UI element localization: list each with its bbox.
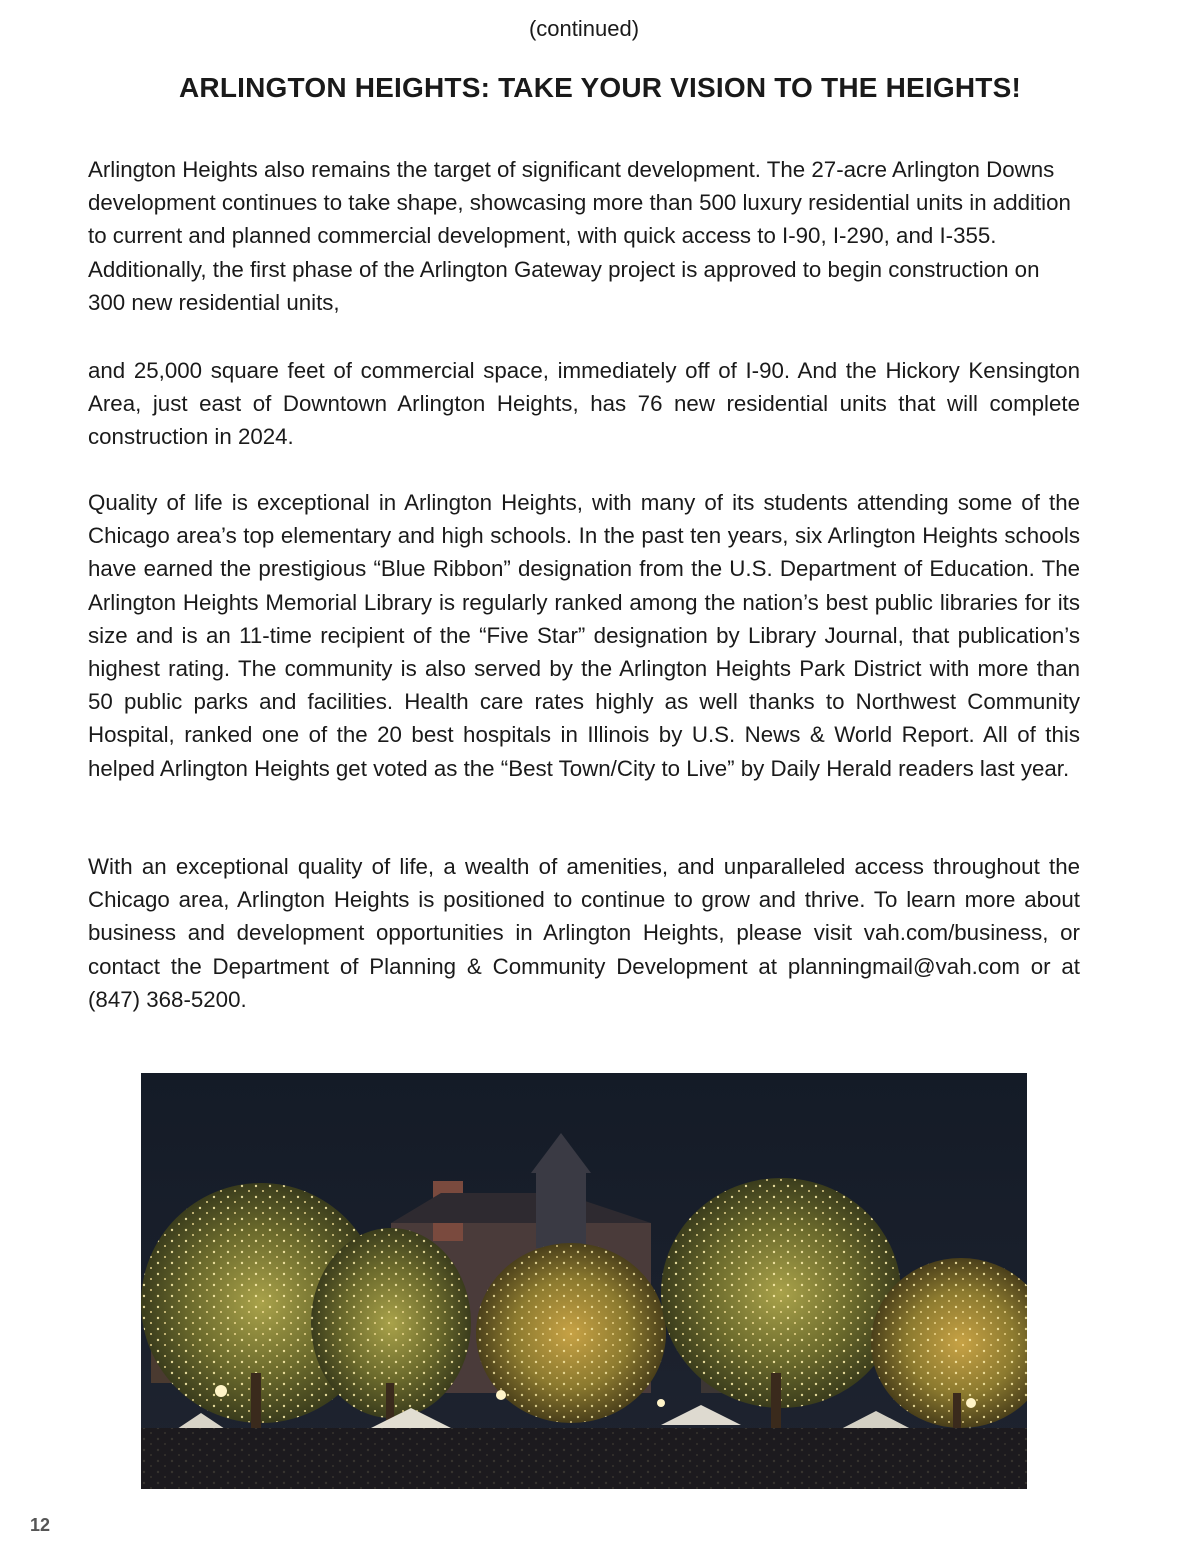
night-festival-photo-icon — [141, 1073, 1027, 1489]
paragraph-commercial-space: and 25,000 square feet of commercial space, immediately off of I-90. And the Hickory Kensington Area, just east of Downtown Arlington Heights, has 76 new residential units that will complete construction in 2024. — [88, 358, 1080, 450]
paragraph-development: Arlington Heights also remains the target of significant development. The 27-acre Arlington Downs development continues to take shape, showcasing more than 500 luxury residential units in addition to current and planned commercial development, with quick access to I-90, I-290, and I-355. Additionally, the first phase of the Arlington Gateway project is approved to begin construction on 300 new residential units, — [88, 157, 1071, 315]
paragraph-contact: With an exceptional quality of life, a wealth of amenities, and unparalleled access throughout the Chicago area, Arlington Heights is positioned to continue to grow and thrive. To learn more about business and development opportunities in Arlington Heights, please visit vah.com/business, or contact the Department of Planning & Community Development at planningmail@vah.com or at (847) 368-5200. — [88, 854, 1080, 1012]
paragraph-quality-of-life: Quality of life is exceptional in Arlington Heights, with many of its students attending some of the Chicago area’s top elementary and high schools. In the past ten years, six Arlington Heights schools have earned the prestigious “Blue Ribbon” designation from the U.S. Department of Education. The Arlington Heights Memorial Library is regularly ranked among the nation’s best public libraries for its size and is an 11-time recipient of the “Five Star” designation by Library Journal, that publication’s highest rating. The community is also served by the Arlington Heights Park District with more than 50 public parks and facilities. Health care rates highly as well thanks to Northwest Community Hospital, ranked one of the 20 best hospitals in Illinois by U.S. News & World Report. All of this helped Arlington Heights get voted as the “Best Town/City to Live” by Daily Herald readers last year. — [88, 490, 1080, 781]
continued-label: (continued) — [528, 16, 640, 41]
page-title: ARLINGTON HEIGHTS: TAKE YOUR VISION TO THE HEIGHTS! — [179, 72, 1021, 103]
page-number: 12 — [30, 1515, 51, 1535]
festival-photo — [141, 1073, 1027, 1489]
